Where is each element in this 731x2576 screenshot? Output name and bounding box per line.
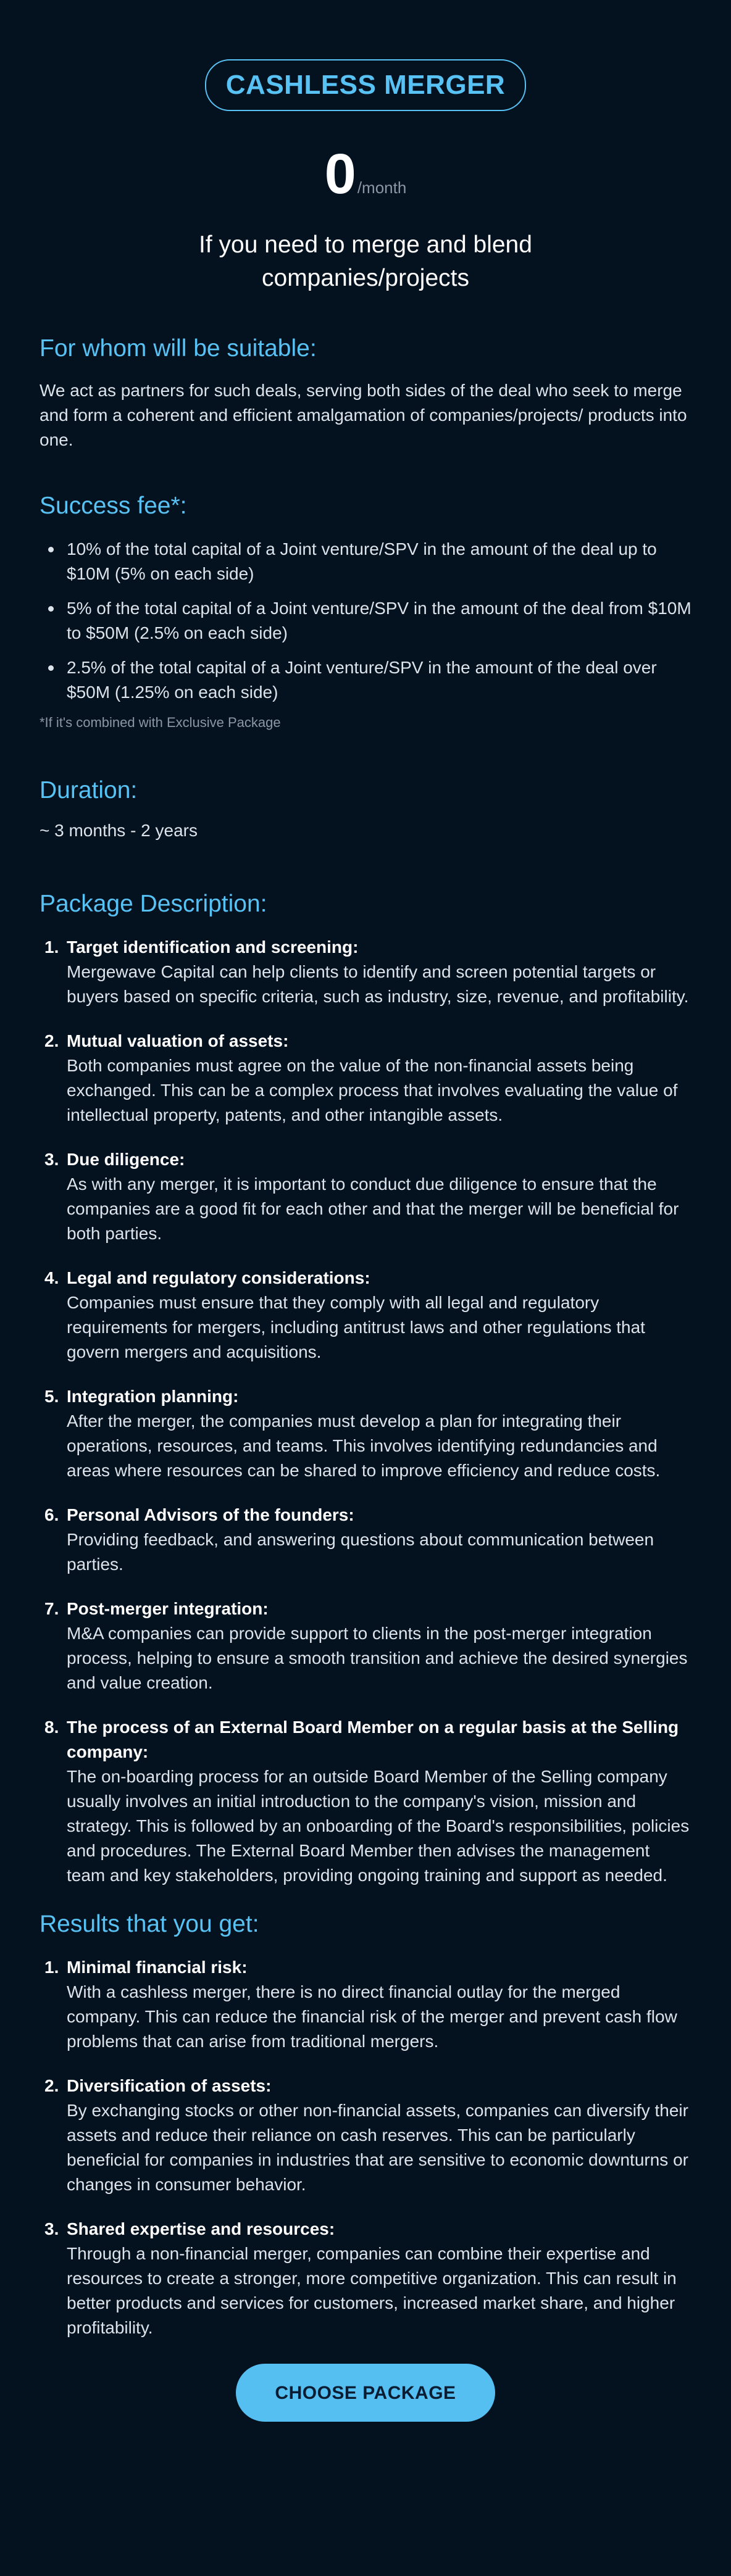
choose-package-button[interactable]: CHOOSE PACKAGE [236, 2364, 495, 2422]
item-title: Mutual valuation of assets: [67, 1031, 289, 1051]
item-title: Legal and regulatory considerations: [67, 1268, 370, 1288]
suitable-title: For whom will be suitable: [40, 335, 317, 362]
duration-text: ~ 3 months - 2 years [40, 821, 198, 841]
item-text: Both companies must agree on the value of the non-financial assets being exchanged. This can be a complex process that involves evaluating the value of intellectual property, patents, and other intangible assets. [67, 1056, 678, 1125]
price-row [40, 143, 691, 206]
result-item [44, 2074, 691, 2197]
success-fee-item-text: 10% of the total capital of a Joint venture/SPV in the amount of the deal up to $10M (5% on each side) [67, 539, 657, 583]
bullet-icon [48, 606, 54, 612]
item-number: 8. [44, 1718, 59, 1737]
success-fee-title: Success fee*: [40, 492, 187, 519]
item-text: As with any merger, it is important to conduct due diligence to ensure that the companies are a good fit for each other and that the merger will be beneficial for both parties. [67, 1174, 679, 1244]
description-item [44, 1384, 691, 1483]
price-unit: /month [357, 178, 407, 197]
item-text: Through a non-financial merger, companies can combine their expertise and resources to create a stronger, more competitive organization. This can result in better products and services for customers, increased market share, and higher profitability. [67, 2243, 677, 2337]
item-text: By exchanging stocks or other non-financial assets, companies can diversify their assets and reduce their reliance on cash reserves. This can be particularly beneficial for companies in industries that are sensitive to economic downturns or changes in consumer behavior. [67, 2100, 688, 2194]
results-title: Results that you get: [40, 1911, 259, 1938]
description-item [44, 1597, 691, 1695]
description-item [44, 1147, 691, 1246]
suitable-text: We act as partners for such deals, serving both sides of the deal who seek to merge and form a coherent and efficient amalgamation of companies/projects/ products into one. [40, 380, 687, 449]
item-number: 3. [44, 1150, 59, 1170]
item-title: The process of an External Board Member on a regular basis at the Selling company: [67, 1718, 679, 1762]
badge-wrap [40, 59, 691, 111]
section-duration [40, 776, 691, 844]
success-fee-footnote: *If it's combined with Exclusive Package [40, 714, 281, 730]
section-package-description [40, 890, 691, 1888]
description-item [44, 1503, 691, 1577]
item-title: Shared expertise and resources: [67, 2219, 335, 2238]
cta-wrap [40, 2364, 691, 2422]
item-number: 7. [44, 1599, 59, 1619]
item-text: Companies must ensure that they comply with all legal and regulatory requirements for mergers, including antitrust laws and other regulations that govern mergers and acquisitions. [67, 1293, 645, 1362]
item-number: 1. [44, 937, 59, 957]
item-title: Personal Advisors of the founders: [67, 1505, 354, 1525]
bullet-icon [48, 547, 54, 552]
item-title: Diversification of assets: [67, 2075, 272, 2095]
section-results [40, 1910, 691, 2340]
item-number: 3. [44, 2219, 59, 2238]
item-text: With a cashless merger, there is no direct financial outlay for the merged company. This can reduce the financial risk of the merger and prevent cash flow problems that can arise from traditional mergers. [67, 1982, 677, 2051]
item-number: 6. [44, 1505, 59, 1525]
success-fee-item [67, 596, 691, 646]
description-item [44, 935, 691, 1009]
description-item [44, 1715, 691, 1888]
description-list [40, 935, 691, 1888]
package-lead: If you need to merge and blend companies/projects [199, 231, 532, 291]
item-number: 2. [44, 1031, 59, 1051]
item-text: Providing feedback, and answering questions about communication between parties. [67, 1530, 654, 1574]
duration-title: Duration: [40, 776, 138, 804]
item-title: Post-merger integration: [67, 1599, 269, 1619]
item-number: 5. [44, 1387, 59, 1406]
price-value: 0 [324, 143, 356, 206]
success-fee-item [67, 537, 691, 586]
item-number: 4. [44, 1268, 59, 1288]
bullet-icon [48, 665, 54, 671]
section-suitable [40, 334, 691, 452]
success-fee-item [67, 655, 691, 705]
item-text: The on-boarding process for an outside Board Member of the Selling company usually involves an initial introduction to the company's vision, mission and strategy. This is followed by an onboarding of the Board's responsibilities, policies and procedures. The External Board Member then advises the management team and key stakeholders, providing ongoing training and support as needed. [67, 1767, 690, 1885]
item-title: Target identification and screening: [67, 937, 359, 957]
description-item [44, 1029, 691, 1128]
item-text: After the merger, the companies must develop a plan for integrating their operations, resources, and teams. This involves identifying redundancies and areas where resources can be shared to improve efficiency and reduce costs. [67, 1411, 661, 1481]
item-number: 1. [44, 1957, 59, 1977]
item-title: Minimal financial risk: [67, 1957, 248, 1977]
result-item [44, 2217, 691, 2340]
success-fee-list [40, 537, 691, 705]
description-title: Package Description: [40, 891, 267, 918]
success-fee-item-text: 2.5% of the total capital of a Joint venture/SPV in the amount of the deal over $50M (1.25% on each side) [67, 657, 657, 702]
description-item [44, 1266, 691, 1365]
success-fee-item-text: 5% of the total capital of a Joint venture/SPV in the amount of the deal from $10M to $50M (2.5% on each side) [67, 598, 691, 642]
item-title: Due diligence: [67, 1150, 185, 1170]
section-success-fee [40, 492, 691, 731]
results-list [40, 1955, 691, 2340]
item-number: 2. [44, 2075, 59, 2095]
item-title: Integration planning: [67, 1387, 239, 1406]
result-item [44, 1955, 691, 2054]
item-text: M&A companies can provide support to clients in the post-merger integration process, helping to ensure a smooth transition and achieve the desired synergies and value creation. [67, 1624, 688, 1693]
item-text: Mergewave Capital can help clients to identify and screen potential targets or buyers based on specific criteria, such as industry, size, revenue, and profitability. [67, 962, 689, 1007]
package-badge: CASHLESS MERGER [205, 59, 526, 111]
